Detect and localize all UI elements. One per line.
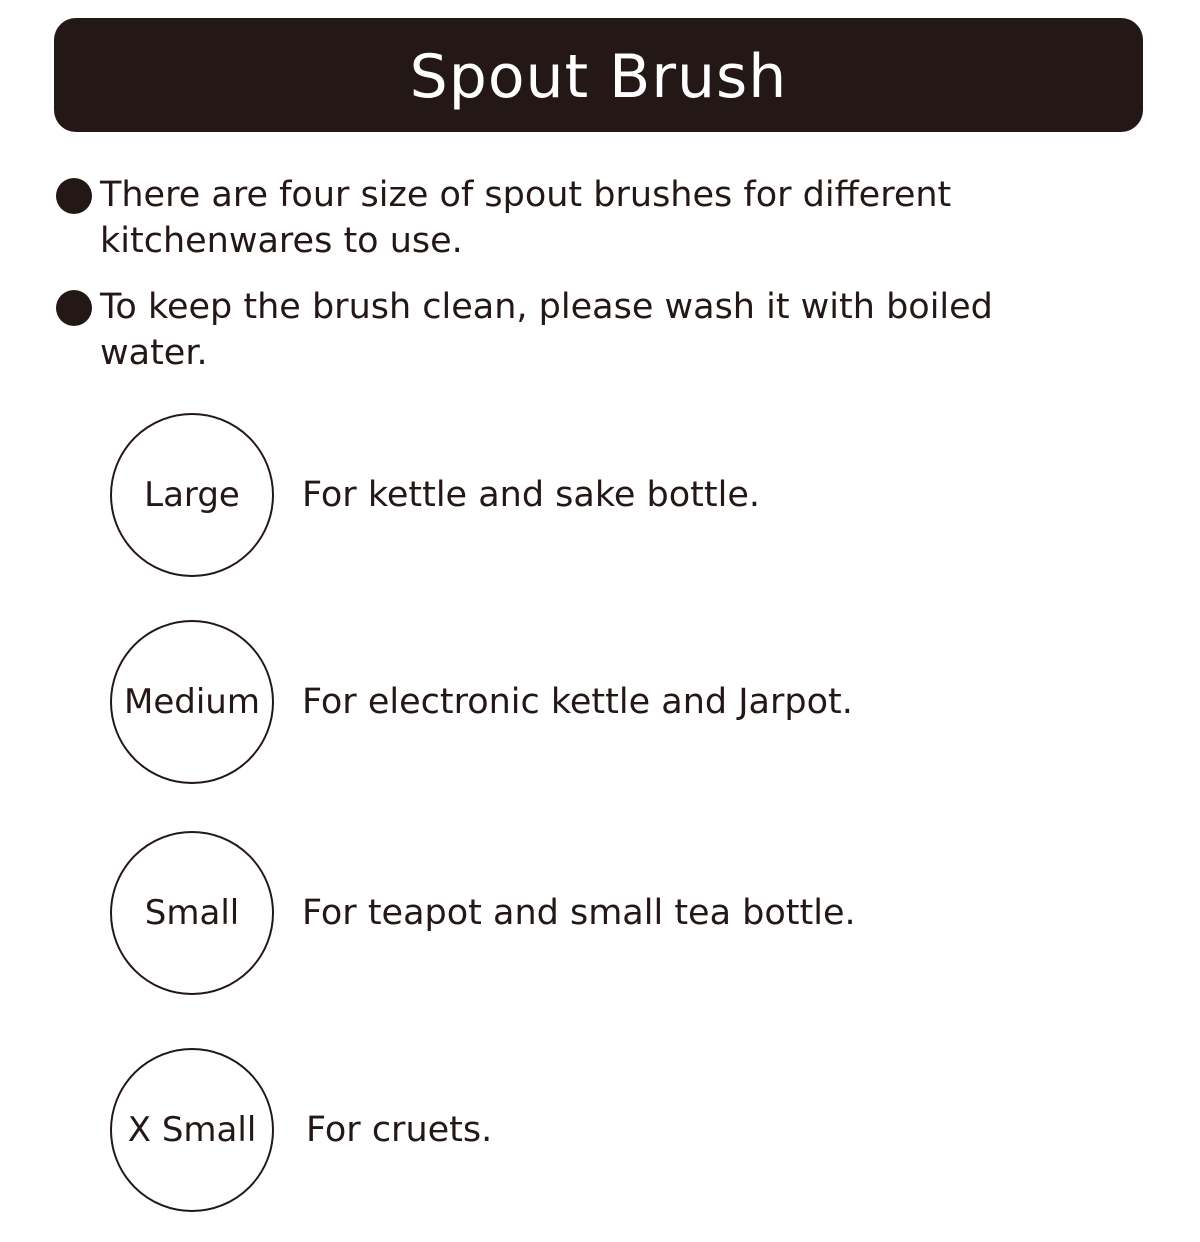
size-label: Medium — [124, 682, 260, 722]
title-banner — [54, 18, 1143, 132]
size-circle — [110, 1048, 274, 1212]
size-description: For cruets. — [306, 1110, 493, 1150]
size-description: For kettle and sake bottle. — [302, 475, 760, 515]
size-circle — [110, 620, 274, 784]
size-row-medium — [110, 620, 1110, 790]
size-description: For teapot and small tea bottle. — [302, 893, 856, 933]
size-label: Small — [144, 893, 240, 933]
page-title: Spout Brush — [409, 42, 788, 112]
size-description: For electronic kettle and Jarpot. — [302, 682, 853, 722]
size-circle — [110, 831, 274, 995]
bullet-text: There are four size of spout brushes for different kitchenwares to use. — [100, 175, 952, 261]
size-circle — [110, 413, 274, 577]
size-label: X Small — [127, 1110, 257, 1150]
size-label: Large — [144, 475, 240, 515]
size-row-x-small — [110, 1048, 1110, 1218]
size-row-small — [110, 831, 1110, 1001]
size-row-large — [110, 413, 1110, 583]
filled-circle-bullet-icon — [56, 290, 92, 326]
filled-circle-bullet-icon — [56, 178, 92, 214]
bullet-text: To keep the brush clean, please wash it with boiled water. — [100, 287, 993, 373]
